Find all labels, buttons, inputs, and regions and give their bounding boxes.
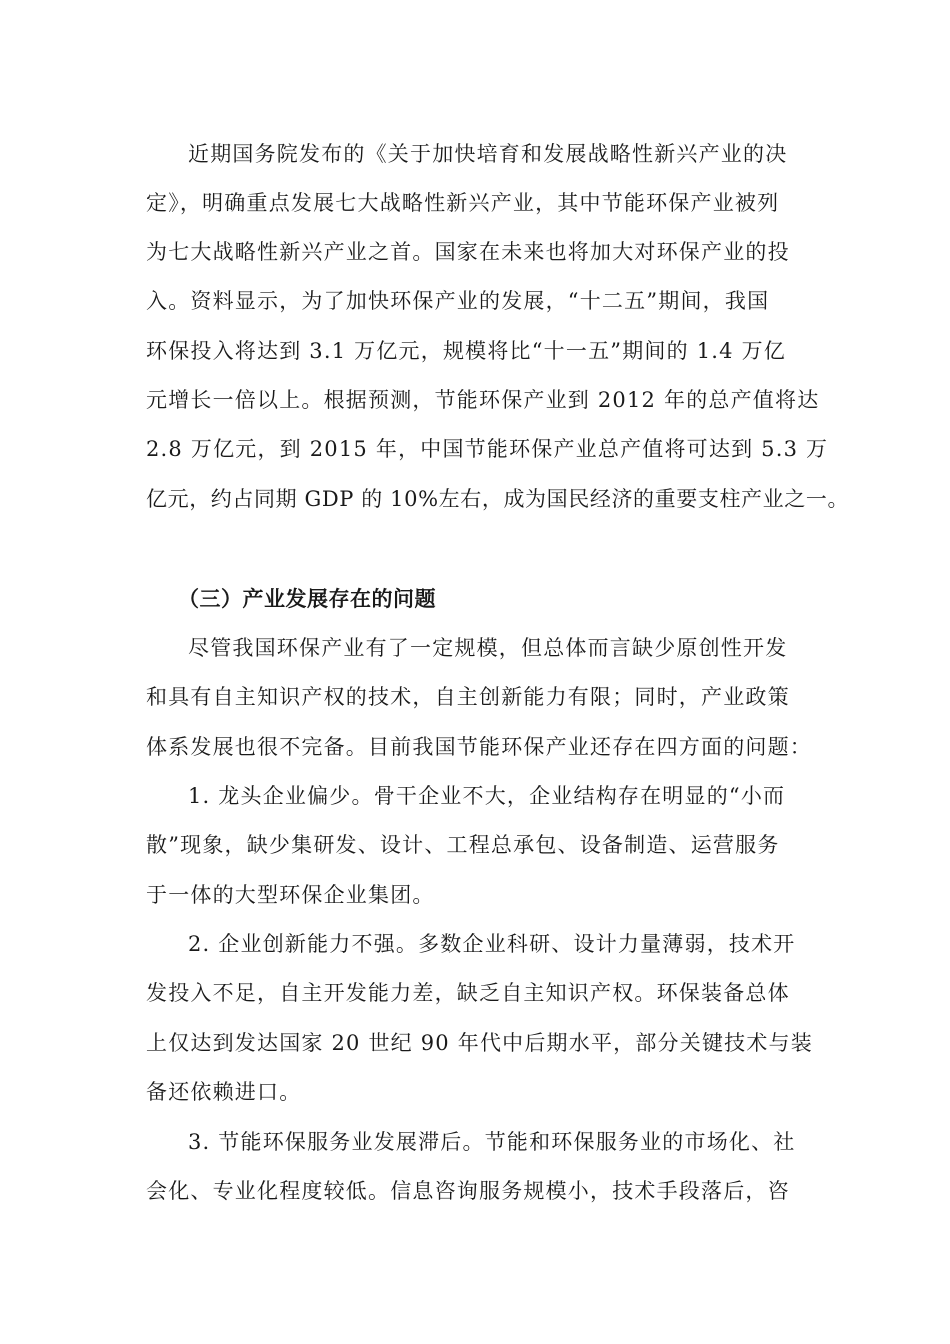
text-line: 发投入不足，自主开发能力差，缺乏自主知识产权。环保装备总体 xyxy=(146,981,790,1005)
text-line: 尽管我国环保产业有了一定规模，但总体而言缺少原创性开发 xyxy=(188,636,788,660)
text-line: 3. 节能环保服务业发展滞后。节能和环保服务业的市场化、社 xyxy=(188,1130,796,1154)
text-line: 定》，明确重点发展七大战略性新兴产业，其中节能环保产业被列 xyxy=(146,191,780,215)
text-line: 会化、专业化程度较低。信息咨询服务规模小，技术手段落后，咨 xyxy=(146,1179,790,1203)
text-line: 2.8 万亿元，到 2015 年，中国节能环保产业总产值将可达到 5.3 万 xyxy=(146,437,829,461)
text-line: 1. 龙头企业偏少。骨干企业不大，企业结构存在明显的“小而 xyxy=(188,784,786,808)
section-heading: （三）产业发展存在的问题 xyxy=(178,587,436,611)
text-line: 亿元，约占同期 GDP 的 10%左右，成为国民经济的重要支柱产业之一。 xyxy=(146,487,850,511)
text-line: 环保投入将达到 3.1 万亿元，规模将比“十一五”期间的 1.4 万亿 xyxy=(146,339,786,363)
text-line: 元增长一倍以上。根据预测，节能环保产业到 2012 年的总产值将达 xyxy=(146,388,820,412)
text-line: 体系发展也很不完备。目前我国节能环保产业还存在四方面的问题： xyxy=(146,735,812,759)
text-line: 和具有自主知识产权的技术，自主创新能力有限；同时，产业政策 xyxy=(146,685,790,709)
text-line: 上仅达到发达国家 20 世纪 90 年代中后期水平，部分关键技术与装 xyxy=(146,1031,813,1055)
text-line: 备还依赖进口。 xyxy=(146,1080,302,1104)
text-line: 入。资料显示，为了加快环保产业的发展，“十二五”期间，我国 xyxy=(146,289,770,313)
text-line: 散”现象，缺少集研发、设计、工程总承包、设备制造、运营服务 xyxy=(146,833,780,857)
text-line: 为七大战略性新兴产业之首。国家在未来也将加大对环保产业的投 xyxy=(146,240,790,264)
text-line: 近期国务院发布的《关于加快培育和发展战略性新兴产业的决 xyxy=(188,142,788,166)
text-line: 2. 企业创新能力不强。多数企业科研、设计力量薄弱，技术开 xyxy=(188,932,796,956)
text-line: 于一体的大型环保企业集团。 xyxy=(146,883,435,907)
